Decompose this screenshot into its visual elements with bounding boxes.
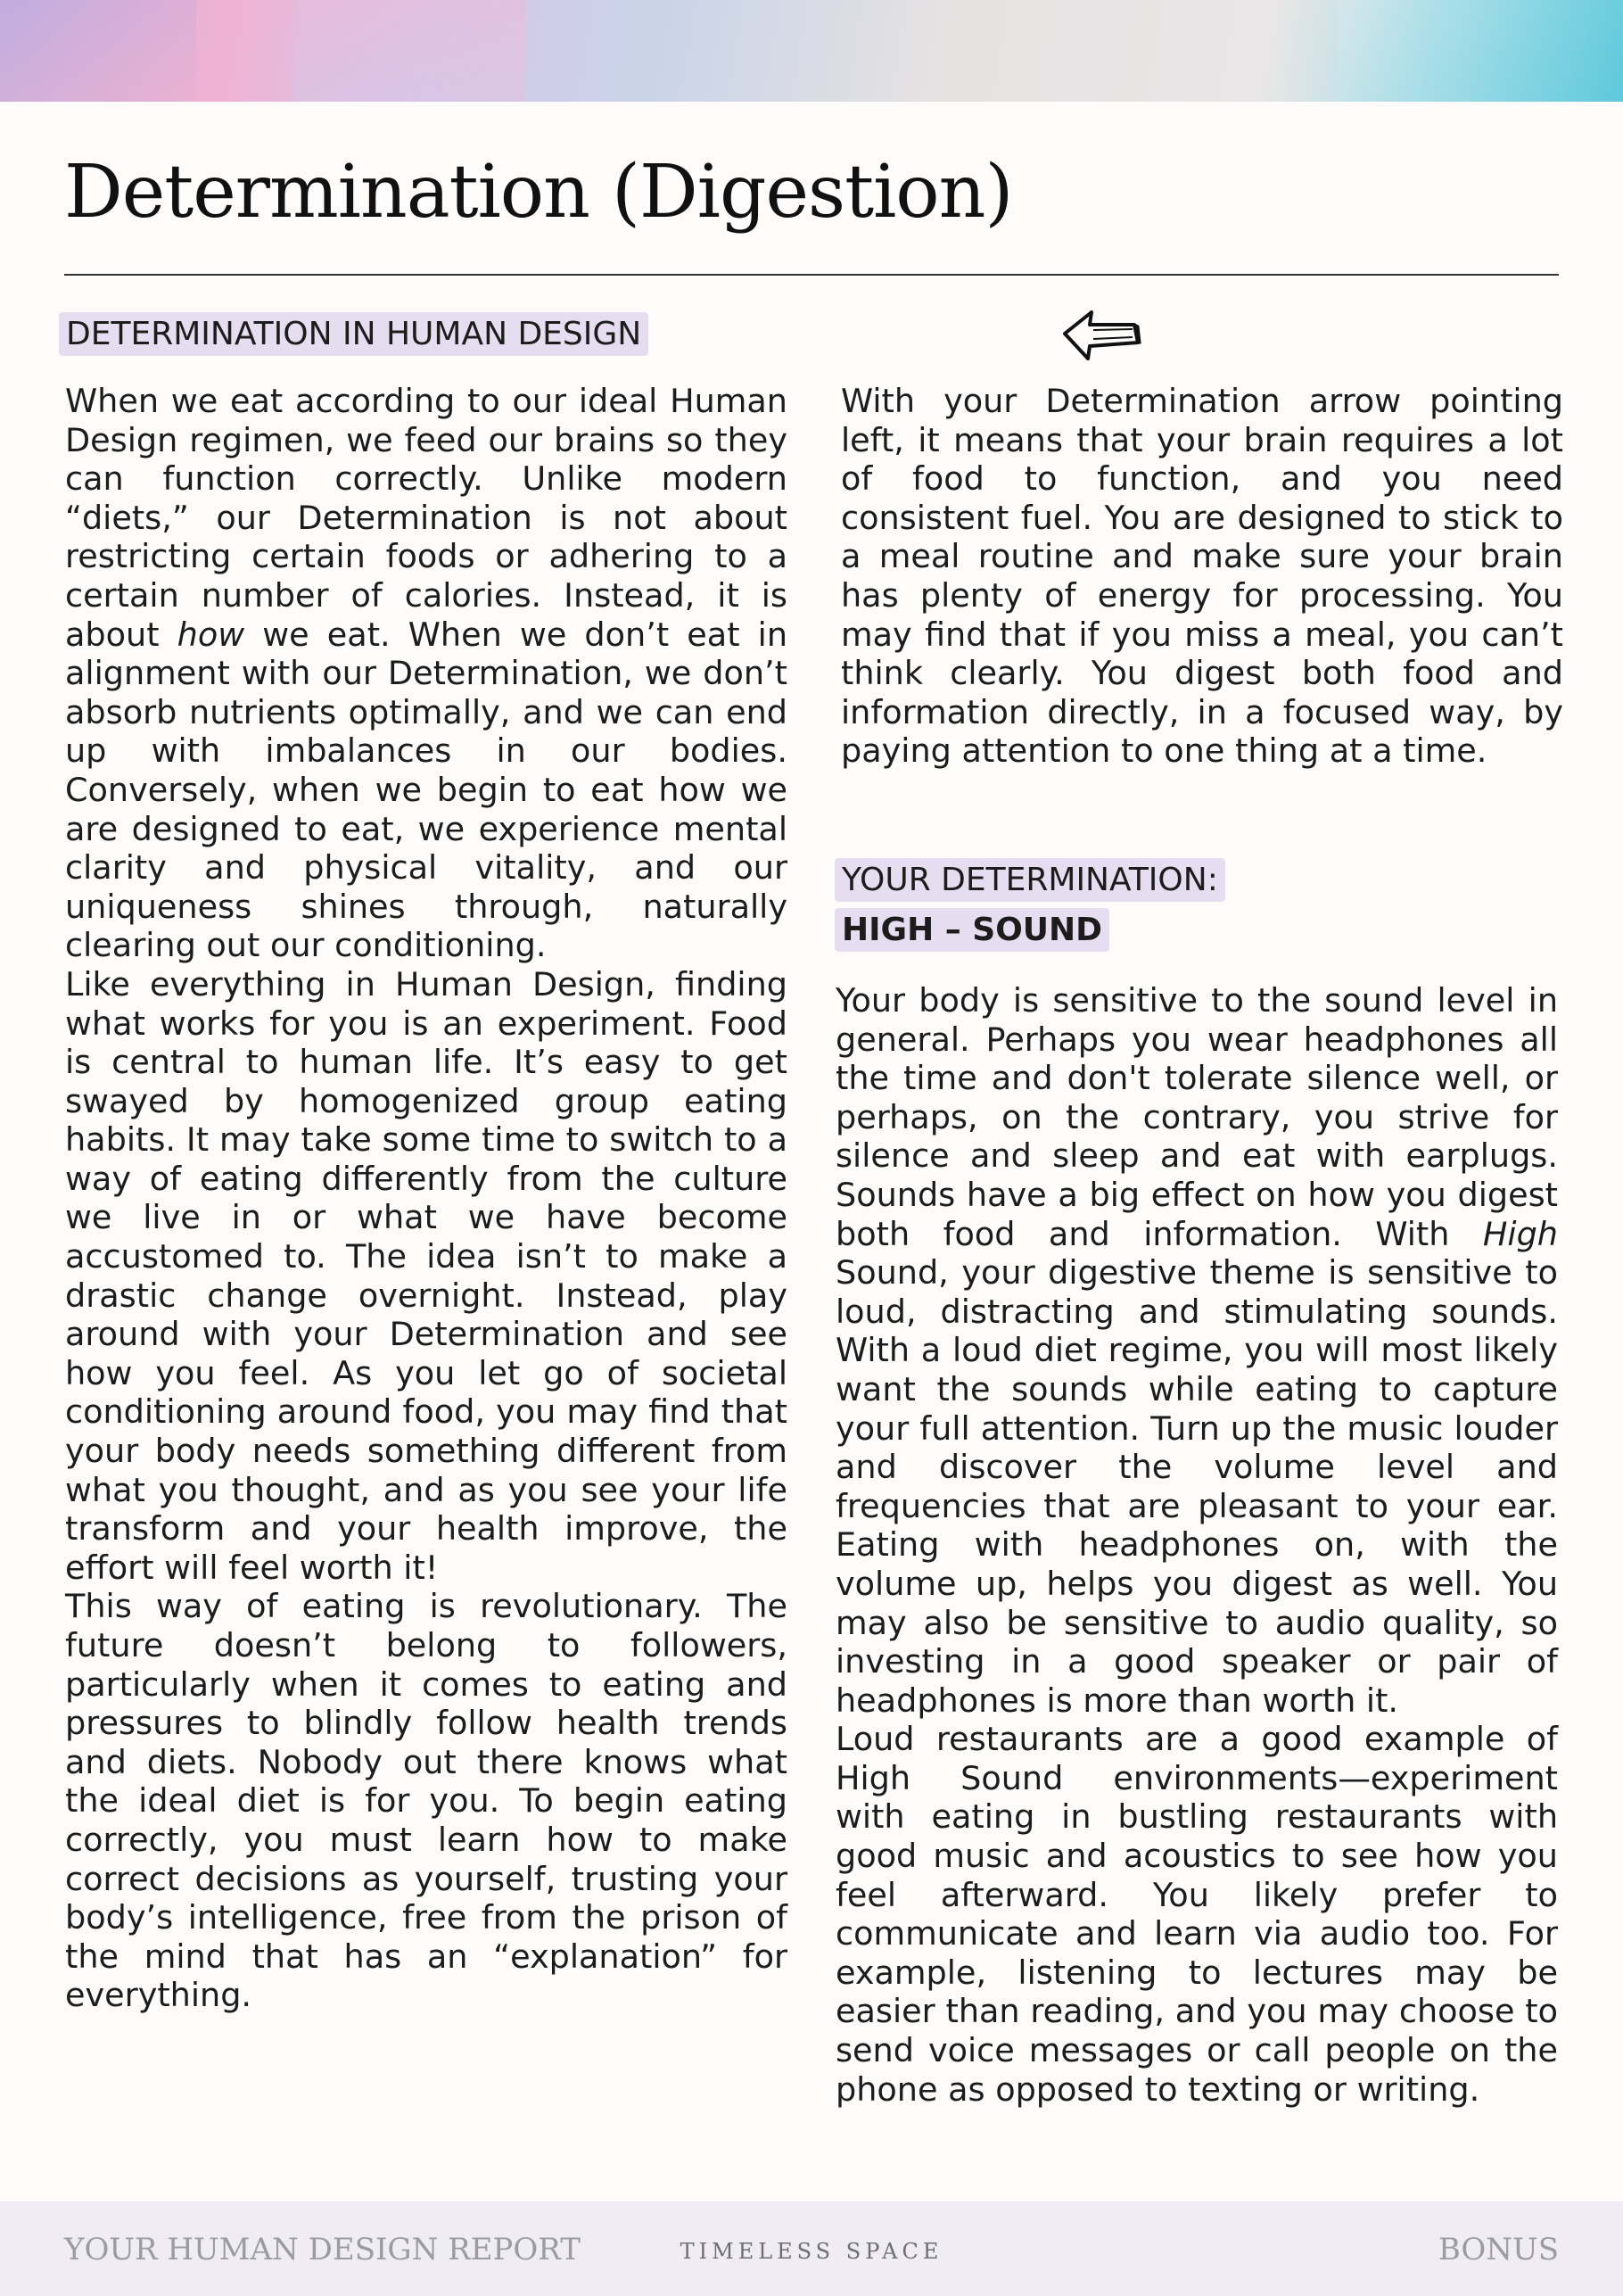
footer-brand: TIMELESS SPACE: [680, 2239, 943, 2264]
title-divider: [64, 274, 1559, 276]
footer-report-title: YOUR HUMAN DESIGN REPORT: [64, 2232, 581, 2267]
section-heading-determination: DETERMINATION IN HUMAN DESIGN: [59, 312, 648, 356]
section-heading-your-determination: YOUR DETERMINATION:: [835, 858, 1225, 902]
left-column-body: [65, 382, 787, 2015]
paragraph: When we eat according to our ideal Human Design regimen, we feed our brains so they can function correctly. Unlike modern “diets,” our Determination is not about restricting certain foods or adhering to a certain number of calories. Instead, it is about how we eat. When we don’t eat in alignment with our Determination, we don’t absorb nutrients optimally, and we can end up with imbalances in our bodies. Conversely, when we begin to eat how we are designed to eat, we experience mental clarity and physical vitality, and our uniqueness shines through, naturally clearing out our conditioning.: [65, 382, 788, 965]
footer-section-label: BONUS: [1438, 2232, 1559, 2267]
page-footer: [0, 2201, 1623, 2296]
left-arrow-icon: [1061, 307, 1141, 364]
paragraph: Your body is sensitive to the sound level in general. Perhaps you wear headphones all the time and don't tolerate silence well, or perhaps, on the contrary, you strive for silence and sleep and eat with earplugs. Sounds have a big effect on how you digest both food and information. With High Sound, your digestive theme is sensitive to loud, distracting and stimulating sounds. With a loud diet regime, you will most likely want the sounds while eating to capture your full attention. Turn up the music louder and discover the volume level and frequencies that are pleasant to your ear. Eating with headphones on, with the volume up, helps you digest as well. You may also be sensitive to audio quality, so investing in a good speaker or pair of headphones is more than worth it.: [836, 981, 1558, 1720]
paragraph: Loud restaurants are a good example of High Sound environments—experiment with eating in bustling restaurants with good music and acoustics to see how you feel afterward. You likely prefer to communicate and learn via audio too. For example, listening to lectures may be easier than reading, and you may choose to send voice messages or call people on the phone as opposed to texting or writing.: [836, 1720, 1558, 2109]
right-column-body: [836, 981, 1558, 2109]
right-column-intro: [841, 382, 1563, 771]
banner-facet: [294, 0, 526, 102]
section-heading-high-sound: HIGH – SOUND: [835, 908, 1109, 952]
banner-facet: [0, 0, 196, 102]
page-title: Determination (Digestion): [64, 150, 1013, 235]
paragraph: Like everything in Human Design, finding what works for you is an experiment. Food is central to human life. It’s easy to get swayed by homogenized group eating habits. It may take some time to switch to a way of eating differently from the culture we live in or what we have become accustomed to. The idea isn’t to make a drastic change overnight. Instead, play around with your Determination and see how you feel. As you let go of societal conditioning around food, you may find that your body needs something different from what you thought, and as you see your life transform and your health improve, the effort will feel worth it!: [65, 964, 787, 1587]
paragraph: With your Determination arrow pointing left, it means that your brain requires a lot of food to function, and you need consistent fuel. You are designed to stick to a meal routine and make sure your brain has plenty of energy for processing. You may find that if you miss a meal, you can’t think clearly. You digest both food and information directly, in a focused way, by paying attention to one thing at a time.: [841, 382, 1563, 771]
decorative-gradient-banner: [0, 0, 1623, 102]
banner-facet: [1338, 0, 1623, 102]
paragraph: This way of eating is revolutionary. The future doesn’t belong to followers, particularly when it comes to eating and pressures to blindly follow health trends and diets. Nobody out there knows what the ideal diet is for you. To begin eating correctly, you must learn how to make correct decisions as yourself, trusting your body’s intelligence, free from the prison of the mind that has an “explanation” for everything.: [65, 1587, 787, 2015]
